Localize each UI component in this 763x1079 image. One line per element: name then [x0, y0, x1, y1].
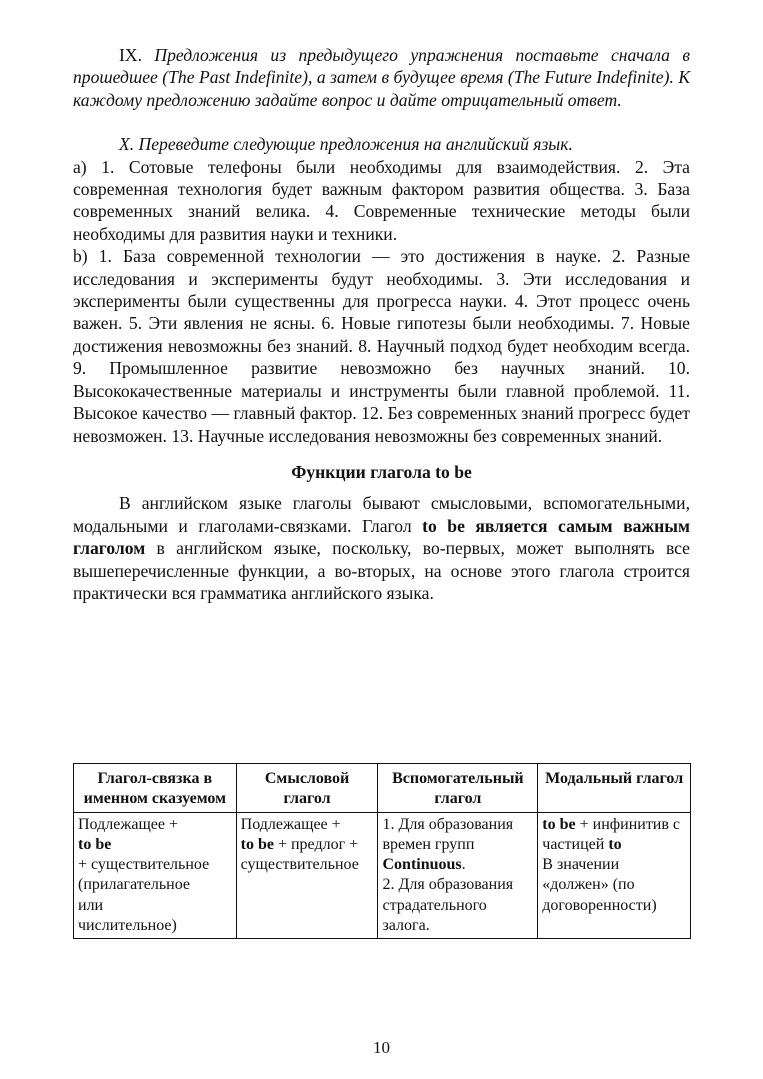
exercise-9-text: Предложения из предыдущего упражнения поставьте сначала в прошедшее (The Past Indefinite), а затем в будущее время (The Future Indefinite). К каждому предложению задайте вопрос и дайте отрицательный ответ. [73, 45, 690, 110]
intro-text-1: В английском языке глаголы бывают смысловыми, вспомогательными, модальными и глаголами-связками. Глагол [73, 493, 690, 536]
intro-text-2: в английском языке, поскольку, во-первых, может выполнять все вышеперечисленные функции, а во-вторых, на основе этого глагола строится практически вся грамматика английского языка. [73, 538, 690, 603]
cell-text: . [461, 856, 466, 874]
verb-functions-table [73, 763, 691, 939]
page-number: 10 [373, 1038, 390, 1057]
exercise-10-part-b: b) 1. База современной технологии — это достижения в науке. 2. Разные исследования и эксперименты будут необходимы. 3. Эти исследования и эксперименты были существенны для прогресса науки. 4. Этот процесс очень важен. 5. Эти явления не ясны. 6. Новые гипотезы были необходимы. 7. Новые достижения невозможны без знаний. 8. Научный подход будет необходим всегда. 9. Промышленное развитие невозможно без научных знаний. 10. Высококачественные материалы и инструменты были главной проблемой. 11. Высокое качество — главный фактор. 12. Без современных знаний прогресс будет невозможен. 13. Научные исследования невозможны без современных знаний. [73, 246, 690, 446]
table-header-row [74, 764, 691, 813]
cell-text: Подлежащее + [78, 815, 179, 833]
cell-bold: to [608, 835, 622, 853]
cell-bold: to be [78, 835, 112, 853]
page-content [73, 44, 690, 935]
table-header-cell: Модальный глагол [538, 764, 691, 813]
cell-text: + существительное [78, 856, 210, 874]
intro-bold: to be является самым важным глаголом [73, 515, 690, 559]
cell-text: 1. Для образования времен групп [382, 815, 514, 853]
cell-bold: to be [240, 835, 274, 853]
cell-text: или [78, 896, 104, 914]
cell-text: + предлог + [273, 835, 359, 853]
cell-bold: to be [542, 815, 576, 833]
exercise-9 [73, 44, 690, 111]
exercise-10-part-a: a) 1. Сотовые телефоны были необходимы для взаимодействия. 2. Эта современная технология будет важным фактором развития общества. 3. База современных знаний велика. 4. Современные технические методы были необходимы для развития науки и техники. [73, 156, 690, 244]
main-verb-cell [236, 812, 378, 939]
table-header-cell: Смысловой глагол [236, 764, 378, 813]
cell-text: + инфинитив с частицей [542, 815, 681, 853]
table-header-cell: Глагол-связка в именном сказуемом [74, 764, 237, 813]
cell-bold: Continuous [382, 856, 462, 874]
table-header-cell: Вспомогательный глагол [378, 764, 538, 813]
section-heading: Функции глагола to be [291, 461, 472, 482]
cell-text: числительное) [78, 917, 177, 935]
cell-text: (прилагательное [78, 876, 191, 894]
modal-verb-cell [538, 812, 691, 939]
table-row [74, 812, 691, 939]
exercise-10-title: X. Переведите следующие предложения на английский язык. [119, 134, 573, 155]
cell-text: Подлежащее + [240, 815, 341, 833]
section-intro [73, 492, 690, 604]
auxiliary-verb-cell [378, 812, 538, 939]
cell-text: 2. Для образования страдательного залога. [382, 876, 514, 935]
linking-verb-cell [74, 812, 237, 939]
exercise-9-number: IX. [119, 45, 142, 65]
cell-text: существительное [240, 856, 359, 874]
cell-text: В значении «должен» (по договоренности) [542, 856, 657, 914]
